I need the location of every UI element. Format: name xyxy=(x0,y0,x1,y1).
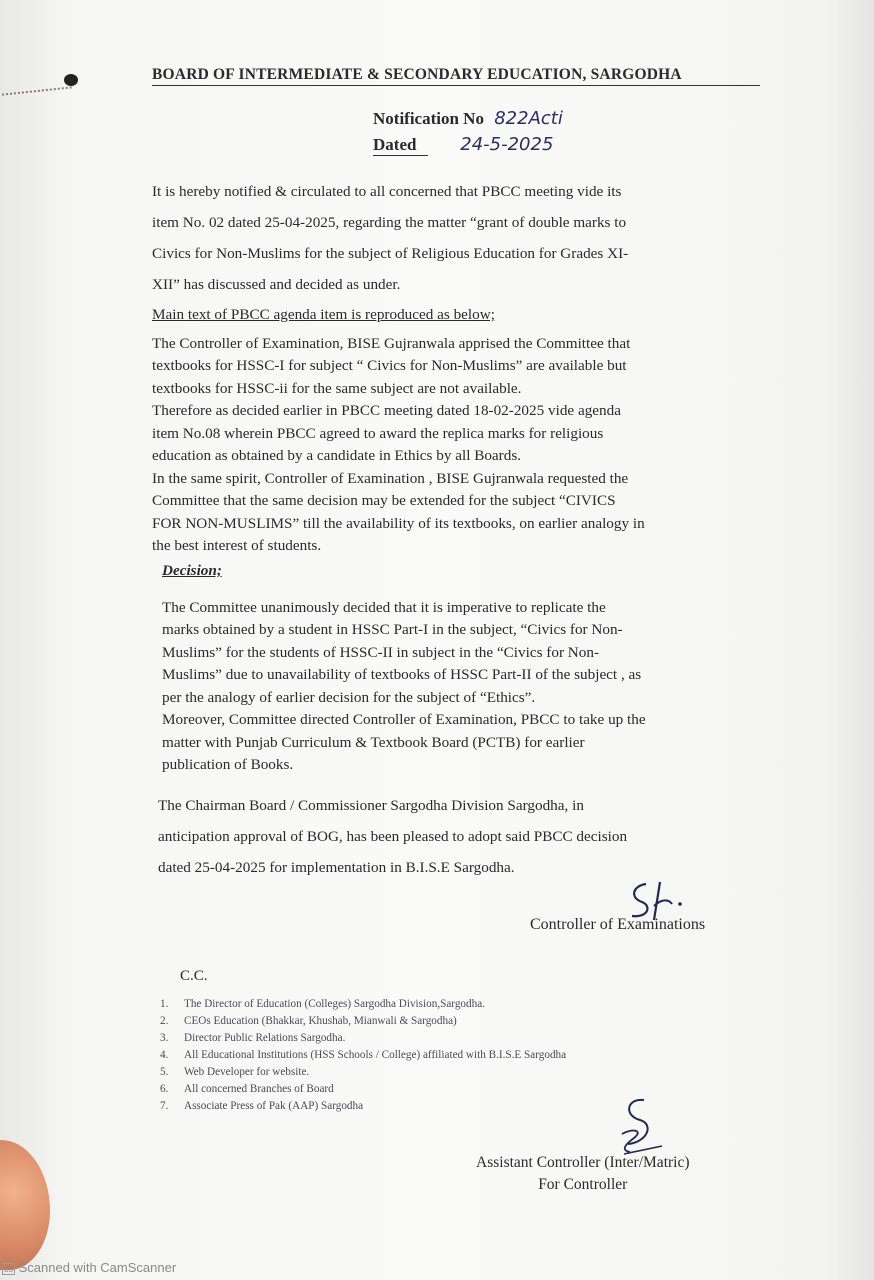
cc-label: C.C. xyxy=(180,968,208,984)
agenda-line: FOR NON-MUSLIMS” till the availability of its textbooks, on earlier analogy in xyxy=(152,514,645,532)
decision-line: The Committee unanimously decided that it is imperative to replicate the xyxy=(162,598,606,616)
list-item: 5. Web Developer for website. xyxy=(160,1066,310,1078)
decision-heading: Decision; xyxy=(162,562,222,579)
for-controller: For Controller xyxy=(538,1176,628,1193)
decision-line: Moreover, Committee directed Controller of Examination, PBCC to take up the xyxy=(162,711,646,728)
notification-number: 822Acti xyxy=(494,108,563,129)
closing-paragraph xyxy=(158,790,788,883)
decision-section xyxy=(162,560,788,777)
closing-line: The Chairman Board / Commissioner Sargodha Division Sargodha, in xyxy=(158,797,584,814)
intro-line: Civics for Non-Muslims for the subject of Religious Education for Grades XI- xyxy=(152,245,629,262)
decision-line: Muslims” for the students of HSSC-II in subject in the “Civics for Non- xyxy=(162,643,600,661)
closing-line: dated 25-04-2025 for implementation in B.I.S.E Sargodha. xyxy=(158,859,515,876)
cc-list xyxy=(160,998,566,1117)
dated-label: Dated xyxy=(373,135,428,156)
decision-line: per the analogy of earlier decision for the subject of “Ethics”. xyxy=(162,688,536,706)
board-title: BOARD OF INTERMEDIATE & SECONDARY EDUCATION, SARGODHA xyxy=(152,66,760,86)
camscanner-watermark: cs Scanned with CamScanner xyxy=(4,1260,177,1275)
intro-paragraph xyxy=(152,176,788,300)
binding-thread xyxy=(2,86,72,98)
decision-line: marks obtained by a student in HSSC Part-I in the subject, “Civics for Non- xyxy=(162,621,623,638)
list-item: 7. Associate Press of Pak (AAP) Sargodha xyxy=(160,1100,364,1112)
agenda-line: textbooks for HSSC-I for subject “ Civics for Non-Muslims” are available but xyxy=(152,357,627,374)
notification-label: Notification No xyxy=(373,109,484,128)
intro-line: XII” has discussed and decided as under. xyxy=(152,276,401,293)
notification-block xyxy=(373,108,563,160)
dated-value: 24-5-2025 xyxy=(460,134,554,155)
main-text-heading: Main text of PBCC agenda item is reproduced as below; xyxy=(152,306,495,323)
agenda-section xyxy=(152,304,788,558)
agenda-line: In the same spirit, Controller of Examination , BISE Gujranwala requested the xyxy=(152,469,629,487)
assistant-controller-block xyxy=(476,1154,690,1198)
camscanner-icon: cs xyxy=(4,1263,13,1274)
agenda-line: Therefore as decided earlier in PBCC meeting dated 18-02-2025 vide agenda xyxy=(152,402,621,419)
closing-line: anticipation approval of BOG, has been pleased to adopt said PBCC decision xyxy=(158,828,628,845)
decision-line: publication of Books. xyxy=(162,756,294,773)
decision-line: Muslims” due to unavailability of textbooks of HSSC Part-II of the subject , as xyxy=(162,666,642,683)
agenda-line: Committee that the same decision may be extended for the subject “CIVICS xyxy=(152,492,616,509)
agenda-line: The Controller of Examination, BISE Gujranwala apprised the Committee that xyxy=(152,334,631,352)
list-item: 4. All Educational Institutions (HSS Schools / College) affiliated with B.I.S.E Sargodha xyxy=(160,1049,567,1061)
agenda-line: the best interest of students. xyxy=(152,537,322,554)
finger-photo-artifact xyxy=(0,1140,50,1270)
punch-hole xyxy=(64,74,78,86)
intro-line: It is hereby notified & circulated to all concerned that PBCC meeting vide its xyxy=(152,183,622,200)
assistant-title: Assistant Controller (Inter/Matric) xyxy=(476,1154,690,1171)
intro-line: item No. 02 dated 25-04-2025, regarding the matter “grant of double marks to xyxy=(152,214,627,231)
agenda-line: education as obtained by a candidate in Ethics by all Boards. xyxy=(152,447,522,464)
list-item: 2. CEOs Education (Bhakkar, Khushab, Mianwali & Sargodha) xyxy=(160,1015,457,1027)
decision-line: matter with Punjab Curriculum & Textbook Board (PCTB) for earlier xyxy=(162,733,585,751)
controller-title: Controller of Examinations xyxy=(530,916,706,933)
list-item: 3. Director Public Relations Sargodha. xyxy=(160,1032,346,1044)
list-item: 6. All concerned Branches of Board xyxy=(160,1083,334,1095)
agenda-line: textbooks for HSSC-ii for the same subject are not available. xyxy=(152,379,522,397)
agenda-line: item No.08 wherein PBCC agreed to award the replica marks for religious xyxy=(152,424,604,442)
list-item: 1. The Director of Education (Colleges) Sargodha Division,Sargodha. xyxy=(160,998,485,1010)
